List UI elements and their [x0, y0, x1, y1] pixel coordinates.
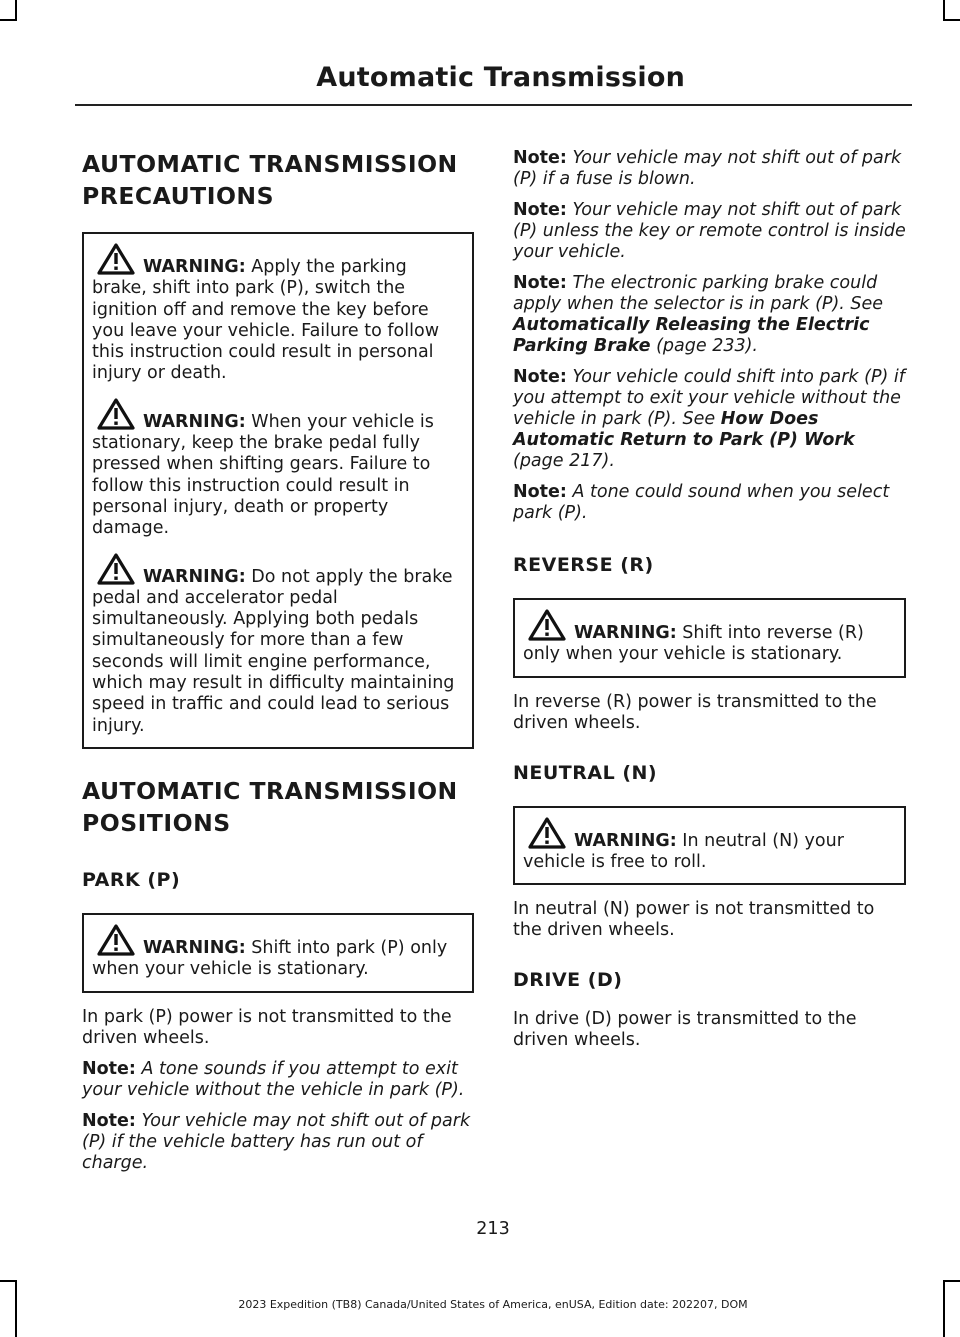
warning-item: WARNING: Shift into park (P) only when your vehicle is stationary.: [92, 923, 464, 981]
cross-reference-link[interactable]: How Does Automatic Return to Park (P) Work: [513, 409, 855, 450]
warning-item: WARNING: When your vehicle is stationary, keep the brake pedal fully pressed when shifting gears. Failure to follow this instruction could result in personal injury, death or property damage.: [92, 397, 464, 540]
body-text-park: In park (P) power is not transmitted to the driven wheels.: [82, 1006, 452, 1048]
right-column: [513, 148, 906, 1051]
warning-triangle-icon: [96, 242, 136, 276]
crop-mark: [0, 19, 17, 21]
subheading-neutral: NEUTRAL (N): [513, 761, 658, 784]
crop-mark: [943, 0, 945, 20]
note-item: Note: Your vehicle may not shift out of park (P) if a fuse is blown.: [513, 148, 902, 189]
left-column: [82, 148, 474, 1184]
crop-mark: [943, 19, 960, 21]
subheading-park: PARK (P): [82, 868, 181, 891]
footer-edition-text: 2023 Expedition (TB8) Canada/United States of America, enUSA, Edition date: 202207, DOM: [238, 1298, 748, 1311]
header-divider: [75, 104, 912, 106]
warning-item: WARNING: Apply the parking brake, shift into park (P), switch the ignition off and remove the key before you leave your vehicle. Failure to follow this instruction could result in personal injury or death.: [92, 242, 464, 385]
page-header-title: Automatic Transmission: [316, 62, 685, 93]
page-number: 213: [476, 1219, 510, 1239]
warning-triangle-icon: [96, 923, 136, 957]
note-item: Note: The electronic parking brake could apply when the selector is in park (P). See Automatically Releasing the Electric Parking Brake (page 233).: [513, 273, 884, 356]
subheading-reverse: REVERSE (R): [513, 554, 654, 576]
body-text-reverse: In reverse (R) power is transmitted to the driven wheels.: [513, 691, 877, 733]
note-item: Note: Your vehicle could shift into park (P) if you attempt to exit your vehicle without the vehicle in park (P). See How Does Automatic Return to Park (P) Work (page 217).: [513, 367, 905, 471]
crop-mark: [943, 1280, 960, 1282]
note-item: Note: Your vehicle may not shift out of park (P) if the vehicle battery has run out of charge.: [82, 1110, 471, 1173]
warning-item: WARNING: In neutral (N) your vehicle is free to roll.: [523, 816, 896, 874]
note-item: Note: A tone sounds if you attempt to exit your vehicle without the vehicle in park (P).: [82, 1058, 465, 1100]
cross-reference-link[interactable]: Automatically Releasing the Electric Parking Brake: [513, 315, 870, 356]
warning-item: WARNING: Shift into reverse (R) only when your vehicle is stationary.: [523, 608, 896, 666]
section-heading-precautions: AUTOMATIC TRANSMISSION PRECAUTIONS: [82, 150, 458, 210]
note-item: Note: Your vehicle may not shift out of park (P) unless the key or remote control is inside your vehicle.: [513, 200, 906, 262]
section-heading-positions: AUTOMATIC TRANSMISSION POSITIONS: [82, 776, 458, 837]
warning-box-park: [82, 913, 474, 993]
body-text-drive: In drive (D) power is transmitted to the driven wheels.: [513, 1009, 857, 1051]
warning-box-reverse: [513, 598, 906, 678]
warning-item: WARNING: Do not apply the brake pedal and accelerator pedal simultaneously. Applying both pedals simultaneously for more than a few seconds will limit engine performance, which may result in difficulty maintaining speed in traffic and could lead to serious injury.: [92, 552, 464, 737]
warning-triangle-icon: [96, 552, 136, 586]
crop-mark: [15, 0, 17, 20]
warning-box-precautions: [82, 232, 474, 749]
subheading-drive: DRIVE (D): [513, 969, 623, 992]
warning-box-neutral: [513, 806, 906, 886]
warning-triangle-icon: [527, 608, 567, 642]
crop-mark: [0, 1280, 17, 1282]
warning-triangle-icon: [527, 816, 567, 850]
warning-triangle-icon: [96, 397, 136, 431]
body-text-neutral: In neutral (N) power is not transmitted to the driven wheels.: [513, 899, 875, 941]
note-item: Note: A tone could sound when you select park (P).: [513, 482, 890, 523]
